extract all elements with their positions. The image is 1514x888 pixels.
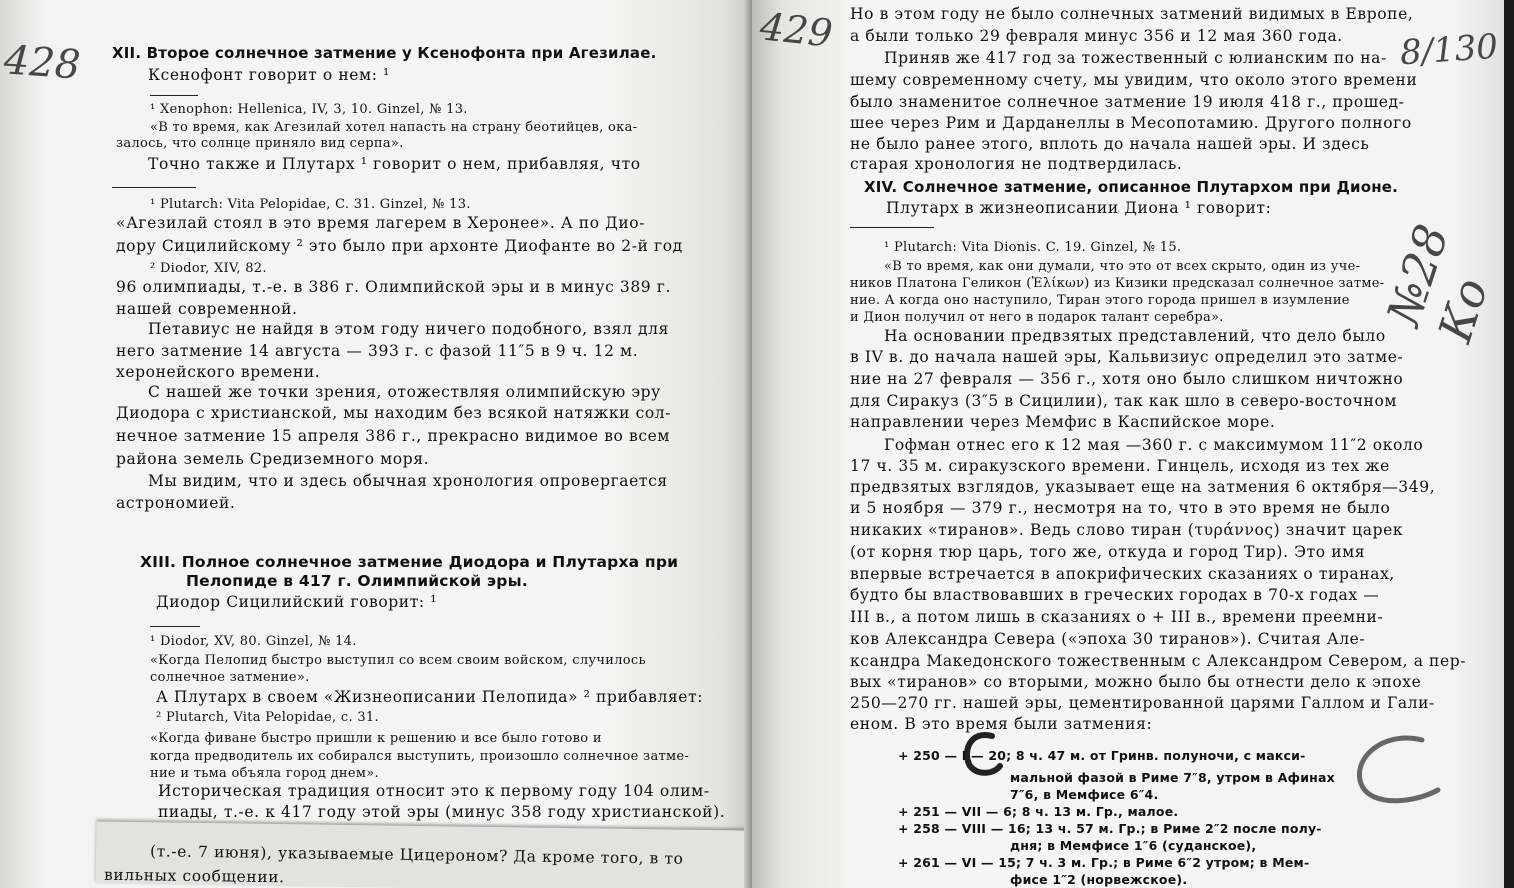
paragraph-line: нечное затмение 15 апреля 386 г., прекрасно видимое во всем: [116, 427, 671, 445]
footnote-reference: ² Plutarch, Vita Pelopidae, c. 31.: [156, 710, 379, 725]
footnote-rule: [112, 187, 196, 188]
paragraph-line: предвзятых взглядов, указывает еще на затмения 6 октября—349,: [850, 478, 1436, 496]
eclipse-table-row: + 258 — VIII — 16; 13 ч. 57 м. Гр.; в Риме 2″2 после полу-: [898, 821, 1322, 836]
footnote-quote: «В то время, как Агезилай хотел напасть на страну беотийцев, ока-: [150, 120, 638, 135]
paragraph-line: Но в этом году не было солнечных затмений видимых в Европе,: [850, 5, 1414, 23]
footnote-quote: «В то время, как они думали, что это от всех скрыто, один из уче-: [884, 259, 1361, 274]
footnote-quote: «Когда фиване быстро пришли к решению и все было готово и: [150, 731, 602, 746]
paragraph-line: Диодор Сицилийский говорит: ¹: [156, 593, 438, 611]
paragraph-line: вильных сообщении.: [103, 865, 285, 887]
eclipse-table-row-cont: дня; в Мемфисе 1″6 (суданское),: [1010, 838, 1257, 853]
eclipse-table-row: + 261 — VI — 15; 7 ч. 3 м. Гр.; в Риме 6″2 утром; в Мем-: [898, 855, 1310, 870]
paragraph-line: для Сиракуз (3″5 в Сицилии), так как шло в северо-восточном: [850, 392, 1398, 410]
eclipse-table-row: + 251 — VII — 6; 8 ч. 13 м. Гр., малое.: [898, 804, 1179, 819]
eclipse-table-row-cont: мальной фазой в Риме 7″8, утром в Афинах: [1010, 770, 1335, 785]
paragraph-line: ков Александра Севера («эпоха 30 тиранов»). Считая Але-: [850, 630, 1366, 648]
footnote-quote: солнечное затмение».: [150, 670, 310, 685]
footnote-quote: залось, что солнце приняло вид серпа».: [116, 136, 404, 151]
handwritten-top-mark: 8/130: [1398, 26, 1500, 74]
paragraph-line: Петавиус не найдя в этом году ничего подобного, взял для: [148, 320, 669, 338]
footnote-reference: ¹ Xenophon: Hellenica, IV, 3, 10. Ginzel, № 13.: [150, 102, 468, 117]
footnote-quote: ников Платона Геликон (Ἑλίκων) из Кизики предсказал солнечное затме-: [850, 276, 1385, 291]
paragraph-line: вых «тиранов» со вторыми, можно было бы отнести дело к эпохе: [850, 673, 1422, 691]
footnote-quote: и Дион получил от него в подарок талант серебра».: [850, 310, 1224, 325]
footnote-rule: [150, 95, 198, 96]
paragraph-line: было знаменитое солнечное затмение 19 июля 418 г., прошед-: [850, 93, 1405, 111]
paragraph-line: дору Сицилийскому ² это было при архонте Диофанте во 2-й год: [116, 237, 683, 255]
paragraph-line: С нашей же точки зрения, отожествляя олимпийскую эру: [148, 383, 661, 401]
paragraph-line: Ксенофонт говорит о нем: ¹: [148, 66, 390, 84]
paragraph-line: ксандра Македонского тожественным с Александром Севером, а пер-: [850, 652, 1467, 670]
paragraph-line: ние на 27 февраля — 356 г., хотя оно было слишком ничтожно: [850, 370, 1404, 388]
footnote-rule: [850, 227, 934, 228]
paragraph-line: не было ранее этого, вплоть до начала нашей эры. И здесь: [850, 135, 1370, 153]
right-page: [752, 0, 1514, 888]
paragraph-line: 17 ч. 35 м. сиракузского времени. Гинцель, исходя из тех же: [850, 457, 1390, 475]
paragraph-line: (от корня тюр царь, того же, откуда и город Тир). Это имя: [850, 543, 1366, 561]
left-page: [0, 0, 752, 888]
section-13-heading-cont: Пелопиде в 417 г. Олимпийской эры.: [186, 572, 528, 590]
paragraph-line: (т.-е. 7 июня), указываемые Цицероном? Да кроме того, в то: [149, 842, 684, 868]
paragraph-line: Плутарх в жизнеописании Диона ¹ говорит:: [886, 199, 1272, 217]
paragraph-line: Диодора с христианской, мы находим без всякой натяжки сол-: [116, 404, 672, 422]
footnote-reference: ² Diodor, XIV, 82.: [150, 261, 267, 276]
section-12-heading: XII. Второе солнечное затмение у Ксенофонта при Агезилае.: [112, 44, 657, 62]
eclipse-table-row-cont: 7″6, в Мемфисе 6″4.: [1010, 787, 1159, 802]
footnote-quote: ние и тьма объяла город днем».: [150, 766, 379, 781]
footnote-quote: «Когда Пелопид быстро выступил со всем своим войском, случилось: [150, 653, 646, 668]
eclipse-table-row-cont: фисе 1″2 (норвежское).: [1010, 872, 1188, 887]
paragraph-line: пиады, т.-е. к 417 году этой эры (минус 358 году христианской).: [158, 803, 726, 821]
handwritten-margin-note: №28 Ко: [1376, 218, 1499, 349]
paragraph-line: в IV в. до начала нашей эры, Кальвизиус определил это затме-: [850, 348, 1404, 366]
paragraph-line: еном. В это время были затмения:: [850, 715, 1153, 733]
footnote-reference: ¹ Diodor, XV, 80. Ginzel, № 14.: [150, 634, 357, 649]
paragraph-line: а были только 29 февраля минус 356 и 12 мая 360 года.: [850, 27, 1343, 45]
paragraph-line: На основании предвзятых представлений, что дело было: [884, 327, 1386, 345]
footnote-quote: ние. А когда оно наступило, Тиран этого города пришел в изумление: [850, 293, 1350, 308]
paragraph-line: астрономией.: [116, 494, 236, 512]
paragraph-line: Гофман отнес его к 12 мая —360 г. с максимумом 11″2 около: [884, 436, 1424, 454]
paragraph-line: старая хронология не подтвердилась.: [850, 155, 1183, 173]
paragraph-line: впервые встречается в апокрифических сказаниях о тиранах,: [850, 565, 1395, 583]
paragraph-line: шее через Рим и Дарданеллы в Месопотамию. Другого полного: [850, 114, 1412, 132]
eclipse-table-row: + 250 — I — 20; 8 ч. 47 м. от Гринв. полуночи, с макси-: [898, 748, 1306, 763]
paragraph-line: направлении через Мемфис в Каспийское море.: [850, 413, 1276, 431]
handwritten-page-number-left: 428: [2, 37, 82, 89]
paragraph-line: Мы видим, что и здесь обычная хронология опровергается: [148, 472, 668, 490]
paragraph-line: «Агезилай стоял в это время лагерем в Херонее». А по Дио-: [116, 214, 646, 232]
paragraph-line: III в., а потом лишь в сказаниях о + III в., времени преемни-: [850, 608, 1384, 626]
footnote-reference: ¹ Plutarch: Vita Pelopidae, C. 31. Ginzel, № 13.: [150, 197, 471, 212]
section-13-heading: XIII. Полное солнечное затмение Диодора и Плутарха при: [140, 553, 679, 571]
paragraph-line: А Плутарх в своем «Жизнеописании Пелопида» ² прибавляет:: [156, 688, 704, 706]
paragraph-line: будто бы властвовавших в греческих городах в 70-х годах —: [850, 586, 1380, 604]
paragraph-line: 96 олимпиады, т.-е. в 386 г. Олимпийской эры и в минус 389 г.: [116, 278, 672, 296]
footnote-rule: [150, 626, 200, 627]
paragraph-line: 250—270 гг. нашей эры, цементированной царями Галлом и Гали-: [850, 694, 1435, 712]
paragraph-line: херонейского времени.: [116, 363, 321, 381]
paragraph-line: и 5 ноября — 379 г., несмотря на то, что в это время не было: [850, 499, 1391, 517]
page-edge-shadow: [1504, 0, 1514, 888]
paragraph-line: никаких «тиранов». Ведь слово тиран (τυράννος) значит царек: [850, 521, 1404, 539]
paragraph-line: Точно также и Плутарх ¹ говорит о нем, прибавляя, что: [148, 155, 641, 173]
handwritten-page-number-right: 429: [757, 4, 835, 56]
paragraph-line: Приняв же 417 год за тожественный с юлианским по на-: [884, 49, 1387, 67]
section-14-heading: XIV. Солнечное затмение, описанное Плутархом при Дионе.: [864, 178, 1399, 196]
handwritten-bracket-mark: [1342, 730, 1452, 810]
footnote-quote: когда предводитель их собирался выступить, произошло солнечное затме-: [150, 749, 690, 764]
footnote-reference: ¹ Plutarch: Vita Dionis. C. 19. Ginzel, № 15.: [884, 240, 1182, 255]
paragraph-line: района земель Средиземного моря.: [116, 450, 430, 468]
paragraph-line: шему современному счету, мы увидим, что около этого времени: [850, 71, 1418, 89]
paragraph-line: него затмение 14 августа — 393 г. с фазой 11″5 в 9 ч. 12 м.: [116, 342, 639, 360]
paragraph-line: Историческая традиция относит это к первому году 104 олим-: [158, 782, 710, 800]
paragraph-line: нашей современной.: [116, 300, 298, 318]
